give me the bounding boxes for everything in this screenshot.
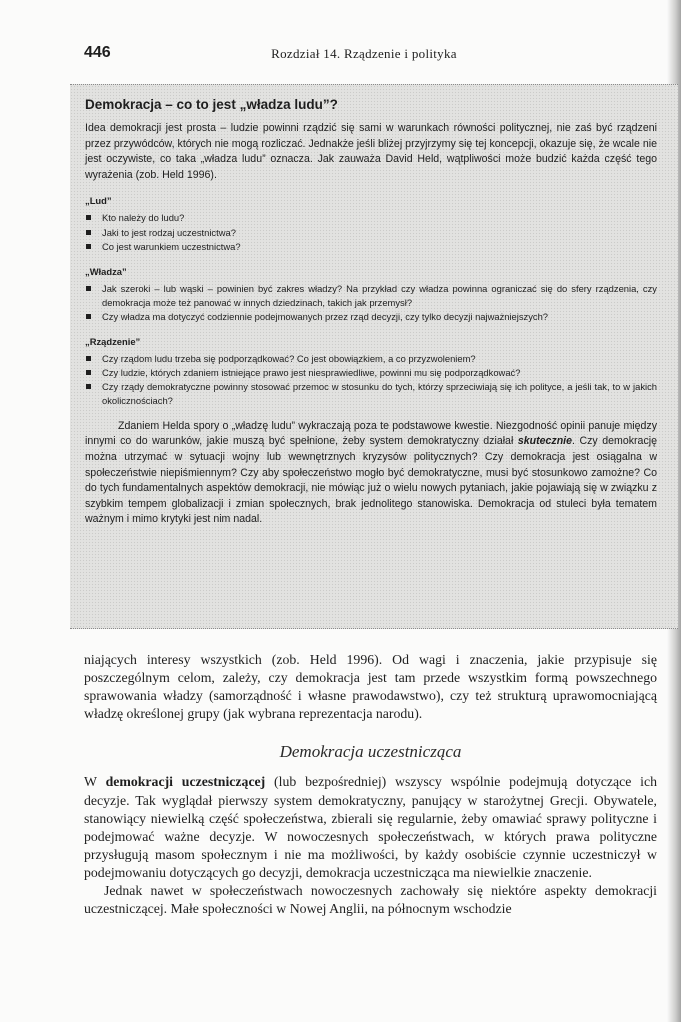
box-closing-text-a: Zdaniem Helda spory o „władzę ludu” wykraczają poza te podstawowe kwestie. Niezgodność opinii panuje między innymi co do warunków, jakie muszą być spełnione, żeby system demokratyczny działał [85,419,657,448]
body-paragraph-1: niających interesy wszystkich (zob. Held 1996). Od wagi i znaczenia, jakie przypisuje się poszczególnym celom, zależy, czy demokracja jest tam przede wszystkim formą powszechnego sprawowania władzy (samorządność i własne prawodawstwo), czy też strukturą uprawomocniającą władzę określonej grupy (jak wybrana reprezentacja narodu). [84,652,657,722]
bullet-item [85,211,657,225]
bullet-text: Czy rządom ludu trzeba się podporządkować? Co jest obowiązkiem, a co przyzwoleniem? [102,352,476,364]
bullet-item [85,380,657,408]
running-head: Rozdział 14. Rządzenie i polityka [271,46,457,61]
bullet-text: Kto należy do ludu? [102,212,185,224]
sidebar-box-content [85,96,657,528]
box-subheading-rzadzenie: „Rządzenie” [85,335,141,347]
box-closing-emphasis: skutecznie [517,435,572,448]
key-term: demokracji uczestniczącej [105,774,266,790]
bullet-square-icon [86,230,91,235]
section-heading: Demokracja uczestnicząca [279,742,462,762]
body-paragraph-2-start: W [84,774,106,790]
bullet-text: Jak szeroki – lub wąski – powinien być zakres władzy? Na przykład czy władza powinna ograniczać się do sfery rządzenia, czy demokracja może też panować w innych dziedzinach, takich jak przemysł? [102,282,657,308]
bullet-list-wladza [85,282,657,324]
box-subheading-lud: „Lud” [85,195,112,207]
body-paragraph-3: Jednak nawet w społeczeństwach nowoczesnych zachowały się niektóre aspekty demokracji uczestniczącej. Małe społeczności w Nowej Anglii, na północnym wschodzie [84,883,657,917]
bullet-list-rzadzenie [85,352,657,408]
bullet-text: Czy rządy demokratyczne powinny stosować przemoc w stosunku do tych, którzy sprzeciwiają się ich polityce, a jeśli tak, to w jakich okolicznościach? [102,381,657,407]
bullet-square-icon [86,314,91,319]
page-header [84,44,644,68]
bullet-text: Czy władza ma dotyczyć codziennie podejmowanych przez rząd decyzji, czy tylko decyzji najważniejszych? [102,310,549,322]
bullet-item [85,352,657,366]
page-number: 446 [84,44,111,61]
bullet-square-icon [86,244,91,249]
box-closing-paragraph [85,419,657,528]
bullet-item [85,366,657,380]
bullet-square-icon [86,286,91,291]
bullet-square-icon [86,215,91,220]
body-paragraph-2 [84,773,657,882]
bullet-square-icon [86,356,91,361]
box-closing-text-b: . Czy demokrację można utrzymać w sytuacji wojny lub wewnętrznych kryzysów politycznych? Czy demokracja jest osiągalna w społeczeństwie niepiśmiennym? Czy aby społeczeństwo mogło być demokratyczne, musi być stosunkowo zamożne? Co do tych fundamentalnych aspektów demokracji, nie mówiąc już o wielu nowych pytaniach, jakie pojawiają się w związku z szybkim tempem globalizacji i zmian społecznych, brak jednolitego stanowiska. Demokracja od stuleci była tematem ważnym i mimo krytyki jest nim nadal. [85,435,657,526]
body-paragraph-2-rest: (lub bezpośredniej) wszyscy wspólnie podejmują dotyczące ich decyzje. Tak wyglądał pierwszy system demokratyczny, panujący w starożytnej Grecji. Obywatele, stanowiący niewielką część społeczeństwa, zbierali się regularnie, żeby omawiać sprawy polityczne i podejmować ważne decyzje. W nowoczesnych społeczeństwach, w których prawa polityczne przysługują masom społecznym i nie ma możliwości, by każdy osobiście czynnie uczestniczył w podejmowaniu dotyczących go decyzji, demokracja uczestnicząca ma niewielkie znaczenie. [84,774,657,880]
bullet-item [85,310,657,324]
bullet-text: Jaki to jest rodzaj uczestnictwa? [102,226,236,238]
box-subheading-wladza: „Władza” [85,265,127,277]
sidebar-box [70,84,678,629]
box-title: Demokracja – co to jest „władza ludu”? [85,97,338,112]
bullet-list-lud [85,211,657,253]
bullet-square-icon [86,384,91,389]
bullet-square-icon [86,370,91,375]
bullet-item [85,226,657,240]
main-text [84,651,657,918]
bullet-item [85,240,657,254]
box-intro-paragraph: Idea demokracji jest prosta – ludzie powinni rządzić się sami w warunkach równości politycznej, nie zaś być rządzeni przez przywódców, których nie mogą rozliczać. Jednakże jeśli bliżej przyjrzymy się tej koncepcji, okazuje się, że wcale nie jest oczywiste, co taka „władza ludu” oznacza. Jak zauważa David Held, wątpliwości może budzić każda część tego wyrażenia (zob. Held 1996). [85,122,657,181]
bullet-item [85,282,657,310]
bullet-text: Co jest warunkiem uczestnictwa? [102,240,241,252]
bullet-text: Czy ludzie, których zdaniem istniejące prawo jest niesprawiedliwe, powinni mu się podporządkować? [102,366,521,378]
